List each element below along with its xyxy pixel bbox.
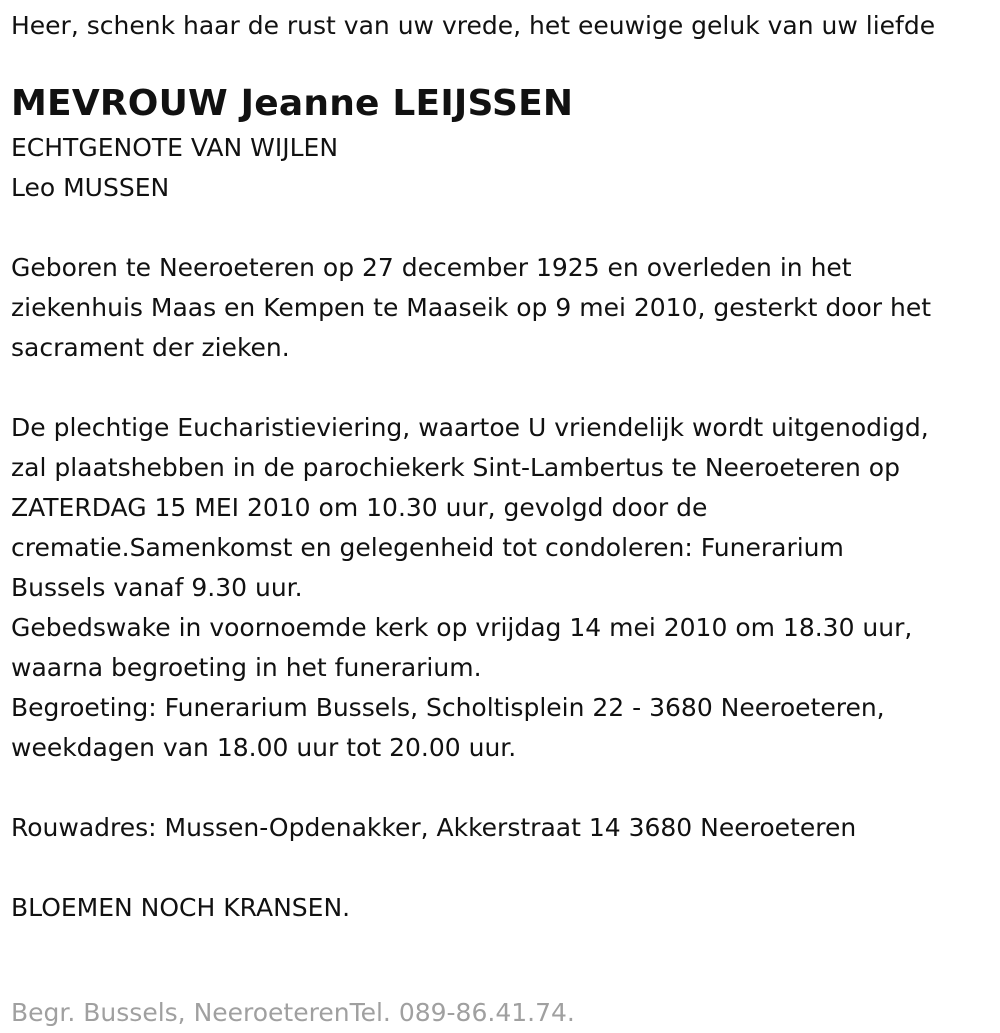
birth-death-line: ziekenhuis Maas en Kempen te Maaseik op 9 mei 2010, gesterkt door het xyxy=(11,293,932,322)
verse-line: Heer, schenk haar de rust van uw vrede, het eeuwige geluk van uw liefde xyxy=(11,11,936,40)
birth-death-paragraph xyxy=(11,248,992,368)
spacer xyxy=(11,368,992,408)
ceremony-line: weekdagen van 18.00 uur tot 20.00 uur. xyxy=(11,733,517,762)
spacer xyxy=(11,928,992,968)
spacer xyxy=(11,848,992,888)
funeral-home-footer: Begr. Bussels, NeeroeterenTel. 089-86.41.74. xyxy=(11,998,575,1027)
ceremony-line: Bussels vanaf 9.30 uur. xyxy=(11,573,303,602)
ceremony-line: De plechtige Eucharistieviering, waartoe U vriendelijk wordt uitgenodigd, xyxy=(11,413,929,442)
birth-death-line: sacrament der zieken. xyxy=(11,333,290,362)
spacer xyxy=(11,208,992,248)
ceremony-line: waarna begroeting in het funerarium. xyxy=(11,653,482,682)
ceremony-line: crematie.Samenkomst en gelegenheid tot condoleren: Funerarium xyxy=(11,533,844,562)
flowers-notice: BLOEMEN NOCH KRANSEN. xyxy=(11,893,351,922)
spouse-name: Leo MUSSEN xyxy=(11,173,170,202)
spacer xyxy=(11,768,992,808)
ceremony-line: ZATERDAG 15 MEI 2010 om 10.30 uur, gevolgd door de xyxy=(11,493,708,522)
ceremony-line: Gebedswake in voornoemde kerk op vrijdag 14 mei 2010 om 18.30 uur, xyxy=(11,613,913,642)
mourning-address: Rouwadres: Mussen-Opdenakker, Akkerstraat 14 3680 Neeroeteren xyxy=(11,813,857,842)
ceremony-line: zal plaatshebben in de parochiekerk Sint-Lambertus te Neeroeteren op xyxy=(11,453,900,482)
ceremony-line: Begroeting: Funerarium Bussels, Scholtisplein 22 - 3680 Neeroeteren, xyxy=(11,693,885,722)
birth-death-line: Geboren te Neeroeteren op 27 december 1925 en overleden in het xyxy=(11,253,852,282)
deceased-name: MEVROUW Jeanne LEIJSSEN xyxy=(11,83,574,124)
spouse-label: ECHTGENOTE VAN WIJLEN xyxy=(11,133,339,162)
ceremony-paragraph xyxy=(11,408,992,768)
